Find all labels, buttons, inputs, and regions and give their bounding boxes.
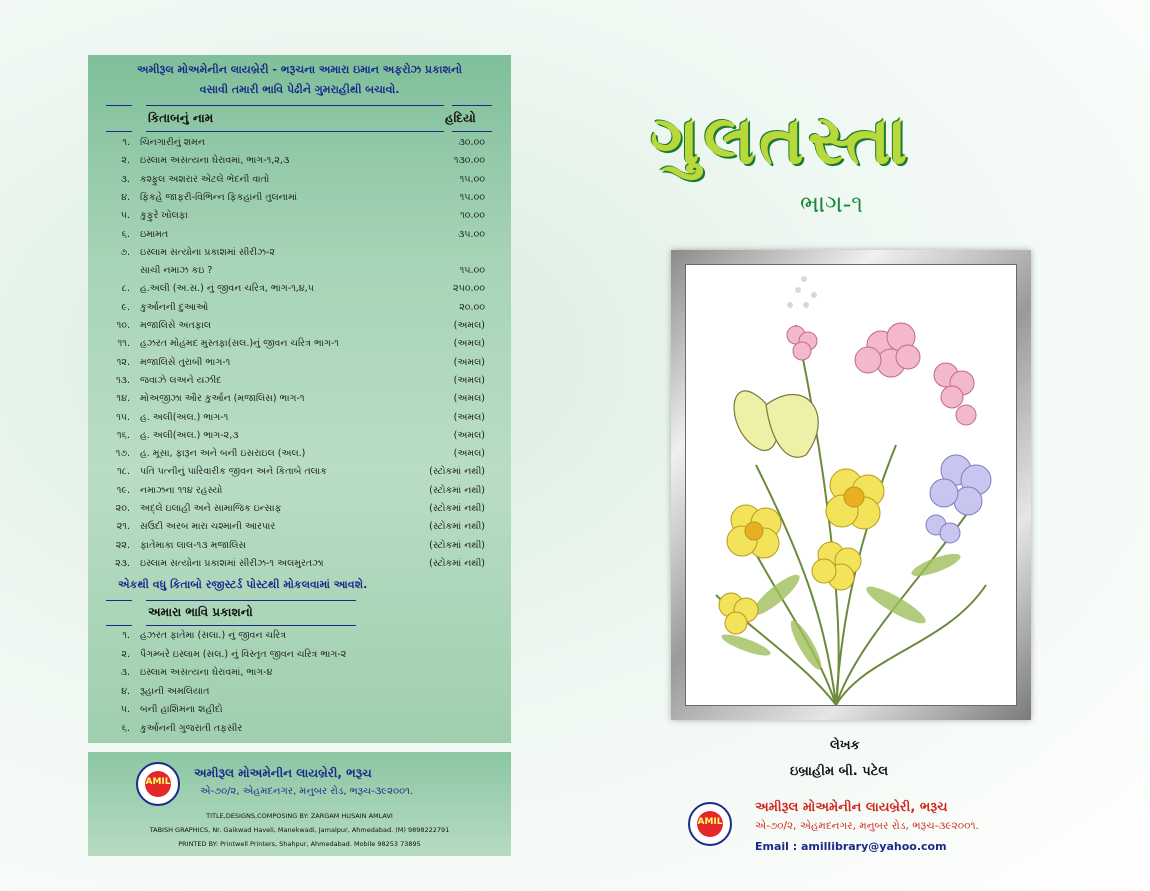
book-title: સાચી નમાઝ કઇ ? xyxy=(140,265,213,277)
book-number: ૨૦. xyxy=(115,503,130,514)
divider xyxy=(106,131,132,132)
book-row xyxy=(88,265,511,283)
publisher-address: એ-૭૦/૨, એહમદનગર, મનુબર રોડ, ભરૂચ-૩૯૨૦૦૧. xyxy=(200,786,414,797)
book-row xyxy=(88,466,511,484)
divider xyxy=(106,625,132,626)
divider xyxy=(452,105,492,106)
cover-illustration-frame xyxy=(671,250,1031,720)
book-number: ૨૧. xyxy=(116,521,130,533)
book-row xyxy=(88,485,511,503)
book-title: ઇમામત xyxy=(140,228,169,240)
book-number: ૪. xyxy=(121,191,130,203)
book-title: અદ્લે ઇલાહી અને સામાજિક ઇન્સાફ xyxy=(140,503,282,514)
book-price: (અમલ) xyxy=(453,320,485,331)
book-row xyxy=(88,210,511,228)
book-title: હ. અલી(અલ.) ભાગ-૧ xyxy=(140,411,229,423)
future-book-row xyxy=(88,630,511,648)
future-book-title: રૂહાની અમલિયાત xyxy=(140,685,210,697)
book-row xyxy=(88,540,511,558)
future-book-row xyxy=(88,649,511,667)
book-title: ઇસ્લામ સત્યોના પ્રકાશમાં સીરીઝ-૧ અલમુરતઝા xyxy=(140,557,324,569)
author-label: લેખક xyxy=(830,738,860,753)
book-number: ૮. xyxy=(121,283,130,295)
book-number: ૩. xyxy=(120,173,130,185)
book-price: (અમલ) xyxy=(453,338,485,350)
book-price: (સ્ટોકમાં નથી) xyxy=(429,484,485,496)
logo-text: AMIL xyxy=(697,817,723,827)
book-number: ૧૭. xyxy=(115,448,130,460)
book-title: ચિનગારીનું શમન xyxy=(140,137,205,148)
book-number: ૧૨. xyxy=(116,356,130,368)
future-book-title: કુર્આનની ગુજરાતી તફસીર xyxy=(140,723,243,734)
book-price: (સ્ટોકમાં નથી) xyxy=(429,503,485,514)
book-row xyxy=(88,155,511,173)
book-row xyxy=(88,503,511,521)
future-book-number: ૨. xyxy=(121,648,130,660)
future-book-row xyxy=(88,704,511,722)
book-price: ૧૩૦.૦૦ xyxy=(453,155,485,167)
future-book-number: ૩. xyxy=(120,667,130,679)
book-row xyxy=(88,302,511,320)
book-number: ૧૯. xyxy=(116,484,130,496)
book-title: પતિ પત્નીનું પારિવારીક જીવન અને કિતાબે તલાક xyxy=(140,466,327,478)
future-book-row xyxy=(88,686,511,704)
book-price: ૧૦.૦૦ xyxy=(460,210,485,222)
panel-header-line1: અમીરૂલ મોઅમેનીન લાયબ્રેરી - ભરૂચના અમારા ઇમાન અફરોઝ પ્રકાશનો xyxy=(137,63,462,76)
registered-post-note: એકથી વધુ કિતાબો રજીસ્ટર્ડ પોસ્ટથી મોકલવામાં આવશે. xyxy=(118,578,368,591)
book-number: ૬. xyxy=(121,228,130,240)
book-price: (અમલ) xyxy=(453,374,485,386)
divider xyxy=(146,600,356,601)
credit-line-2: TABISH GRAPHICS, Nr. Gaikwad Haveli, Manekwadi, Jamalpur, Ahmedabad. (M) 9898222791 xyxy=(149,826,450,834)
book-price: (સ્ટોકમાં નથી) xyxy=(429,466,485,478)
future-publications-heading: અમારા ભાવિ પ્રકાશનો xyxy=(148,605,253,619)
book-number: ૧૪. xyxy=(116,393,130,405)
book-row xyxy=(88,137,511,155)
book-row xyxy=(88,283,511,301)
book-title: મોઅજીઝા ઔર કુર્આન (મજાલિસ) ભાગ-૧ xyxy=(140,393,305,405)
book-row xyxy=(88,320,511,338)
cover-email: Email : amillibrary@yahoo.com xyxy=(755,840,947,853)
book-row xyxy=(88,430,511,448)
book-title: મજાલિસે તુરાબી ભાગ-૧ xyxy=(140,356,231,368)
column-header-books: કિતાબનું નામ xyxy=(148,111,214,125)
future-book-row xyxy=(88,667,511,685)
book-row xyxy=(88,448,511,466)
future-book-title: હઝરત ફાતેમા (સલા.) નું જીવન ચરિત્ર xyxy=(140,630,287,641)
book-number: ૧૦. xyxy=(116,320,130,331)
book-price: ૧૫.૦૦ xyxy=(459,265,485,277)
book-title: ફાતેમાકા લાલ-૧૩ મજાલિસ xyxy=(140,539,247,551)
book-number: ૭. xyxy=(120,246,130,258)
future-book-row xyxy=(88,723,511,741)
divider xyxy=(146,105,444,106)
future-book-number: ૪. xyxy=(121,685,130,697)
book-row xyxy=(88,357,511,375)
book-price: (અમલ) xyxy=(453,429,485,441)
book-title: ગુલતસ્તા xyxy=(650,100,912,180)
publisher-box xyxy=(88,752,511,856)
logo-text: AMIL xyxy=(145,777,171,787)
divider xyxy=(106,600,132,601)
divider xyxy=(146,131,444,132)
book-number: ૨૨. xyxy=(115,539,130,551)
book-price: (સ્ટોકમાં નથી) xyxy=(429,539,485,551)
book-row xyxy=(88,412,511,430)
book-price: (અમલ) xyxy=(453,411,485,423)
book-number: ૨. xyxy=(121,155,130,167)
book-title: હ. અલી(અલ.) ભાગ-૨,૩ xyxy=(140,429,239,441)
book-title: હ. મૂસા, ફારૂન અને બની ઇસરાઇલ (અલ.) xyxy=(140,448,306,460)
future-book-number: ૧. xyxy=(122,630,130,641)
book-title: મજાલિસે અતફાલ xyxy=(140,320,212,331)
book-title: સઉદી અરબ મારા ચશ્માની આરપાર xyxy=(140,521,276,533)
book-title: કશ્ફુલ અશરાર એટલે ભેદની વાતો xyxy=(140,173,270,185)
credit-line-3: PRINTED BY: Printwell Printers, Shahpur, Ahmedabad. Mobile 98253 73895 xyxy=(178,840,421,848)
book-row xyxy=(88,393,511,411)
book-row xyxy=(88,375,511,393)
divider xyxy=(146,625,356,626)
book-row xyxy=(88,229,511,247)
book-title: હઝરત મોહંમદ મુસ્તફા(સલ.)નું જીવન ચરિત્ર ભાગ-૧ xyxy=(140,338,339,350)
book-number: ૯. xyxy=(121,301,130,313)
book-title: ઇસ્લામ અસત્યના ઘેરાવમાં, ભાગ-૧,૨,૩ xyxy=(140,155,290,167)
book-title: હ.અલી (અ.સ.) નું જીવન ચરિત્ર, ભાગ-૧,૪,૫ xyxy=(140,283,314,295)
book-row xyxy=(88,338,511,356)
book-title: જવાઝે લઅને યઝીદ xyxy=(140,374,222,386)
book-title: ફિકહે જાફરી-વિભિન્ન ફિકહાની તુલનામાં xyxy=(140,191,298,203)
book-price: (અમલ) xyxy=(453,448,485,460)
book-number: ૧૩. xyxy=(115,374,130,386)
future-book-title: પૈગમ્બરે ઇસ્લામ (સલ.) નું વિસ્તૃત જીવન ચરિત્ર ભાગ-૨ xyxy=(140,648,347,660)
book-row xyxy=(88,174,511,192)
future-book-number: ૬. xyxy=(121,723,130,734)
book-number: ૧૫. xyxy=(116,411,130,423)
book-price: (સ્ટોકમાં નથી) xyxy=(429,521,485,533)
future-book-title: બની હાશિમના શહીદો xyxy=(140,704,223,716)
book-price: (સ્ટોકમાં નથી) xyxy=(429,557,485,569)
book-row xyxy=(88,558,511,576)
book-row xyxy=(88,521,511,539)
library-logo xyxy=(688,802,732,846)
book-price: ૩૫.૦૦ xyxy=(457,228,485,240)
book-title: કુફુરે ખોલફા xyxy=(140,210,188,222)
book-price: (અમલ) xyxy=(453,393,485,405)
book-title: કુર્આનની દુઆઓ xyxy=(140,301,209,313)
publisher-name: અમીરૂલ મોઅમેનીન લાયબ્રેરી, ભરૂચ xyxy=(194,766,372,780)
book-price: ૩૦.૦૦ xyxy=(458,137,485,148)
book-title: નમાઝના ૧૧૪ રહસ્યો xyxy=(140,484,223,496)
book-number: ૧. xyxy=(122,137,130,148)
column-header-price: હદિયો xyxy=(445,111,476,125)
author-name: ઇબ્રાહીમ બી. પટેલ xyxy=(790,764,889,779)
book-number: ૧૧. xyxy=(117,338,130,350)
book-number: ૧૬. xyxy=(117,429,130,441)
book-price: ૧૫.૦૦ xyxy=(459,173,485,185)
library-logo xyxy=(136,762,180,806)
book-number: ૨૩. xyxy=(115,557,130,569)
book-title: ઇસ્લામ સત્યોના પ્રકાશમાં સીરીઝ-૨ xyxy=(140,246,275,258)
divider xyxy=(452,131,492,132)
book-list-panel xyxy=(88,55,511,743)
cover-publisher-name: અમીરૂલ મોઅમેનીન લાયબ્રેરી, ભરૂચ xyxy=(755,800,948,815)
book-price: ૨૫૦.૦૦ xyxy=(453,283,485,295)
book-number: ૫. xyxy=(120,210,130,222)
panel-header-line2: વસાવી તમારી ભાવિ પેઢીને ગુમરાહીથી બચાવો. xyxy=(199,83,400,96)
flower-butterfly-drawing xyxy=(686,265,1017,706)
divider xyxy=(106,105,132,106)
credit-line-1: TITLE,DESIGNS,COMPOSING BY: ZARGAM HUSAIN AMLAVI xyxy=(206,812,393,820)
flower-illustration xyxy=(685,264,1017,706)
book-row xyxy=(88,192,511,210)
book-subtitle: ભાગ-૧ xyxy=(800,190,864,218)
future-book-number: ૫. xyxy=(120,704,130,716)
book-number: ૧૮. xyxy=(117,466,130,478)
cover-publisher-address: એ-૭૦/૨, એહમદનગર, મનુબર રોડ, ભરૂચ-૩૯૨૦૦૧. xyxy=(755,820,979,832)
book-row xyxy=(88,247,511,265)
future-book-title: ઇસ્લામ અસત્યના ઘેરાવમાં, ભાગ-૪ xyxy=(140,667,273,679)
book-price: ૧૫.૦૦ xyxy=(459,191,485,203)
book-price: (અમલ) xyxy=(453,356,485,368)
book-price: ૨૦.૦૦ xyxy=(459,301,485,313)
